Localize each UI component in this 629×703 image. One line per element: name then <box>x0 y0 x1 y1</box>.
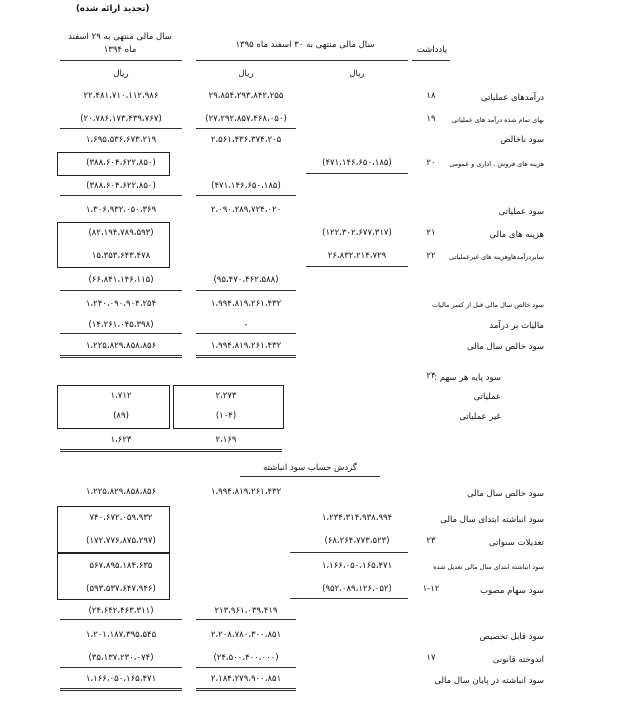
cell-1395-detail: (۶۸،۲۶۴،۷۷۳،۵۲۳) <box>324 536 390 546</box>
cell-1394: (۱۴،۲۶۱،۰۴۵،۳۹۸) <box>88 320 154 330</box>
row-label: غیر عملیاتی <box>459 412 501 422</box>
cell-1394: (۲۰،۷۸۶،۱۷۳،۴۳۹،۷۶۷) <box>80 114 162 124</box>
row-label: سود ناخالص <box>500 135 544 145</box>
cell-1394: ۵۶۷،۸۹۵،۱۸۴،۶۳۵ <box>89 561 153 571</box>
cell-1395-detail: (۹۵۲،۰۸۹،۱۲۶،۰۵۲) <box>322 584 392 594</box>
row-label: سود انباشته ابتدای سال مالی تعدیل شده <box>433 563 544 571</box>
row-label: سود خالص سال مالی <box>467 489 544 499</box>
row-note: ۱۷ <box>426 653 436 663</box>
row-label: سود انباشته در پایان سال مالی <box>434 676 544 686</box>
row-label: هزینه های فروش ، اداری و عمومی <box>449 160 544 168</box>
row-label: تعدیلات سنواتی <box>489 538 544 548</box>
cell-1395: ۲،۱۸۴،۲۷۹،۹۰۰،۸۵۱ <box>210 674 282 684</box>
currency-col3: ریال <box>349 69 365 79</box>
cell-1395: (۲۴،۵۰۰،۴۰۰،۰۰۰) <box>213 653 279 663</box>
cell-1395: ۲،۱۶۹ <box>215 435 237 445</box>
cell-1394: ۱۵،۳۵۳،۶۴۳،۴۷۸ <box>91 251 151 261</box>
cell-1395-detail: ۲۶،۸۳۲،۲۱۴،۷۲۹ <box>327 251 387 261</box>
cell-1394: ۱،۲۴۰،۰۹۰،۹۰۴،۲۵۴ <box>85 299 157 309</box>
restated-note: (تجدید ارائه شده) <box>76 4 150 14</box>
row-label: هزینه های مالی <box>489 230 544 240</box>
cell-1395-detail: ۱،۲۳۴،۳۱۴،۹۳۸،۹۹۴ <box>321 513 393 523</box>
row-note: ۱-۱۲ <box>422 584 440 594</box>
row-label: بهای تمام شده درآمد های عملیاتی <box>451 116 544 124</box>
cell-1395: ۲۹،۸۵۴،۲۹۳،۸۴۲،۲۵۵ <box>208 91 284 101</box>
row-label: سود خالص سال مالی قبل از کسر مالیات <box>431 301 544 309</box>
row-note: ۱۹ <box>426 114 436 124</box>
cell-1395: (۴۷۱،۱۴۶،۶۵۰،۱۸۵) <box>211 181 281 191</box>
cell-1394: (۶۶،۸۴۱،۱۴۶،۱۱۵) <box>88 275 154 285</box>
cell-1394: ۱،۳۰۶،۹۳۲،۰۵۰،۳۶۹ <box>85 205 157 215</box>
row-label: سود سهام مصوب <box>480 586 544 596</box>
cell-1395: ۲،۲۷۳ <box>215 391 237 401</box>
cell-1394: ۱،۲۲۵،۸۲۹،۸۵۸،۸۵۶ <box>85 341 157 351</box>
cell-1395: ۲۱۳،۹۶۱،۰۳۹،۴۱۹ <box>214 606 278 616</box>
row-label: مالیات بر درآمد <box>489 321 544 331</box>
row-note: ۱۸ <box>426 91 436 101</box>
row-note: ۲۲ <box>426 251 436 261</box>
cell-1394: (۸۲،۱۹۴،۷۸۹،۵۹۳) <box>88 228 154 238</box>
row-label: سود انباشته ابتدای سال مالی <box>440 515 544 525</box>
row-label: سود عملیاتی <box>498 207 544 217</box>
col23-header: سال مالی منتهی به ۳۰ اسفند ماه ۱۳۹۵ <box>235 40 375 50</box>
note-header: یادداشت <box>416 45 448 55</box>
cell-1395-detail: (۴۷۱،۱۴۶،۶۵۰،۱۸۵) <box>322 158 392 168</box>
cell-1394: ۱،۱۶۶،۰۵۰،۱۶۵،۴۷۱ <box>85 674 157 684</box>
cell-1394: ۲۲،۴۸۱،۷۱۰،۱۱۲،۹۸۶ <box>83 91 159 101</box>
row-note: ۲۰ <box>426 158 436 168</box>
row-label: عملیاتی <box>473 392 501 402</box>
cell-1395: ۱،۹۹۴،۸۱۹،۲۶۱،۴۳۲ <box>210 487 282 497</box>
cell-1395: (۲۷،۲۹۲،۸۵۷،۴۶۸،۰۵۰) <box>205 114 287 124</box>
row-label: اندوخته قانونی <box>492 655 544 665</box>
cell-1395: (۱۰۴) <box>215 411 237 421</box>
cell-1395-detail: ۱،۱۶۶،۰۵۰،۱۶۵،۴۷۱ <box>321 561 393 571</box>
cell-1394: (۸۹) <box>113 411 129 421</box>
cell-1394: ۱،۶۹۵،۵۳۶،۶۷۳،۲۱۹ <box>85 135 157 145</box>
cell-1394: (۳۵،۱۳۷،۲۳۰،۰۷۴) <box>88 653 154 663</box>
cell-1395: ۱،۹۹۴،۸۱۹،۲۶۱،۴۳۲ <box>210 341 282 351</box>
cell-1394: ۷۴۰،۶۷۲،۰۵۹،۹۳۲ <box>89 513 153 523</box>
section-retained-earnings-title: گردش حساب سود انباشته <box>263 463 357 473</box>
cell-1395: ۲،۲۰۸،۷۸۰،۳۰۰،۸۵۱ <box>210 630 282 640</box>
cell-1395: - <box>244 320 248 330</box>
cell-1395: ۲،۵۶۱،۴۳۶،۳۷۴،۲۰۵ <box>210 135 282 145</box>
cell-1395: ۱،۹۹۴،۸۱۹،۲۶۱،۴۳۲ <box>210 299 282 309</box>
cell-1395: (۹۵،۴۷۰،۴۶۲،۵۸۸) <box>213 275 279 285</box>
currency-col2: ریال <box>238 69 254 79</box>
row-note: ۲۱ <box>426 228 436 238</box>
cell-1394: ۱،۶۲۳ <box>110 435 132 445</box>
row-label: سود قابل تخصیص <box>479 632 544 642</box>
row-label: سود پایه هر سهم : <box>434 373 501 383</box>
cell-1394: (۵۹۳،۵۳۷،۶۴۷،۹۴۶) <box>86 584 156 594</box>
cell-1394: ۱،۲۰۱،۱۸۷،۳۹۵،۵۴۵ <box>85 630 157 640</box>
row-label: سود خالص سال مالی <box>467 342 544 352</box>
row-note: ۲۴ <box>426 371 436 381</box>
cell-1394: ۱،۲۲۵،۸۲۹،۸۵۸،۸۵۶ <box>85 487 157 497</box>
cell-1394: ۱،۷۱۲ <box>110 391 132 401</box>
row-label: سایردرآمدهاوهزینه های غیرعملیاتی <box>449 253 544 261</box>
col1-header-line2: ماه ۱۳۹۴ <box>103 45 137 55</box>
row-note: ۲۳ <box>426 536 436 546</box>
cell-1395-detail: (۱۲۲،۳۰۲،۶۷۷،۳۱۷) <box>322 228 392 238</box>
cell-1394: (۲۴،۶۴۲،۴۶۳،۳۱۱) <box>88 606 154 616</box>
cell-1394: (۳۸۸،۶۰۴،۶۲۲،۸۵۰) <box>86 158 156 168</box>
col1-header-line1: سال مالی منتهی به ۲۹ اسفند <box>68 32 172 42</box>
cell-1394: (۱۷۲،۷۷۶،۸۷۵،۲۹۷) <box>86 536 156 546</box>
cell-1395: ۲،۰۹۰،۲۸۹،۷۲۴،۰۲۰ <box>210 205 282 215</box>
cell-1394: (۳۸۸،۶۰۴،۶۲۲،۸۵۰) <box>86 181 156 191</box>
currency-col1: ریال <box>113 69 129 79</box>
row-label: درآمدهای عملیاتی <box>480 93 544 103</box>
